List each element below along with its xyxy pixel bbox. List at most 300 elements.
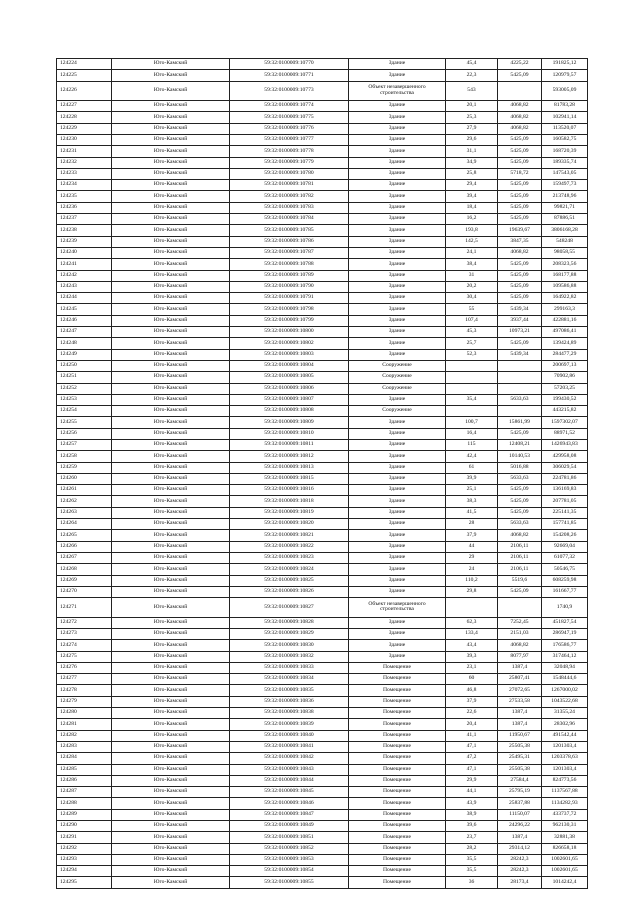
- cadastral-value-cell: 136169,83: [542, 485, 588, 496]
- table-row: [57, 586, 588, 597]
- district-cell: Юго-Камский: [112, 564, 230, 575]
- row-number-cell: 124238: [57, 225, 112, 236]
- area-cell: [446, 598, 498, 618]
- area-cell: [446, 383, 498, 394]
- cadastral-value-cell: 159497,73: [542, 180, 588, 191]
- object-type-cell: Помещение: [349, 866, 446, 877]
- cadastral-value-cell: 120979,57: [542, 70, 588, 81]
- object-type-cell: Здание: [349, 628, 446, 639]
- cadastral-number-cell: 59:32:0100009:10835: [230, 685, 349, 696]
- row-number-cell: 124233: [57, 168, 112, 179]
- table-row: [57, 696, 588, 707]
- object-type-cell: Помещение: [349, 775, 446, 786]
- row-number-cell: 124251: [57, 372, 112, 383]
- cadastral-value-cell: 113520,07: [542, 123, 588, 134]
- object-type-cell: Здание: [349, 519, 446, 530]
- table-row: [57, 530, 588, 541]
- cadastral-number-cell: 59:32:0100009:10826: [230, 586, 349, 597]
- district-cell: Юго-Камский: [112, 59, 230, 70]
- object-type-cell: Помещение: [349, 787, 446, 798]
- object-type-cell: Помещение: [349, 798, 446, 809]
- object-type-cell: Здание: [349, 541, 446, 552]
- cadastral-number-cell: 59:32:0100009:10851: [230, 832, 349, 843]
- table-row: [57, 202, 588, 213]
- object-type-cell: Здание: [349, 259, 446, 270]
- cadastral-number-cell: 59:32:0100009:10832: [230, 651, 349, 662]
- area-cell: 29,8: [446, 586, 498, 597]
- cadastral-number-cell: 59:32:0100009:10790: [230, 281, 349, 292]
- district-cell: Юго-Камский: [112, 417, 230, 428]
- specific-value-cell: 4068,82: [498, 640, 542, 651]
- area-cell: 29,9: [446, 775, 498, 786]
- table-row: [57, 496, 588, 507]
- specific-value-cell: 5425,09: [498, 134, 542, 145]
- specific-value-cell: 25495,31: [498, 753, 542, 764]
- object-type-cell: Здание: [349, 315, 446, 326]
- area-cell: 16,2: [446, 214, 498, 225]
- area-cell: 39,4: [446, 191, 498, 202]
- cadastral-value-cell: 154208,26: [542, 530, 588, 541]
- table-row: [57, 798, 588, 809]
- row-number-cell: 124281: [57, 719, 112, 730]
- cadastral-number-cell: 59:32:0100009:10811: [230, 440, 349, 451]
- specific-value-cell: [498, 383, 542, 394]
- area-cell: [446, 406, 498, 417]
- table-row: [57, 541, 588, 552]
- area-cell: 60: [446, 674, 498, 685]
- row-number-cell: 124226: [57, 81, 112, 101]
- table-row: [57, 101, 588, 112]
- object-type-cell: Здание: [349, 281, 446, 292]
- area-cell: 107,4: [446, 315, 498, 326]
- object-type-cell: Здание: [349, 270, 446, 281]
- object-type-cell: Здание: [349, 59, 446, 70]
- district-cell: Юго-Камский: [112, 451, 230, 462]
- specific-value-cell: 4068,82: [498, 101, 542, 112]
- area-cell: 18,4: [446, 202, 498, 213]
- area-cell: 38,4: [446, 259, 498, 270]
- district-cell: Юго-Камский: [112, 146, 230, 157]
- cadastral-value-cell: 92669,04: [542, 541, 588, 552]
- specific-value-cell: 19639,67: [498, 225, 542, 236]
- row-number-cell: 124285: [57, 764, 112, 775]
- district-cell: Юго-Камский: [112, 530, 230, 541]
- specific-value-cell: 11950,67: [498, 730, 542, 741]
- area-cell: 55: [446, 304, 498, 315]
- row-number-cell: 124231: [57, 146, 112, 157]
- row-number-cell: 124228: [57, 112, 112, 123]
- cadastral-value-cell: 824773,56: [542, 775, 588, 786]
- area-cell: 28,2: [446, 843, 498, 854]
- row-number-cell: 124235: [57, 191, 112, 202]
- area-cell: 133,4: [446, 628, 498, 639]
- cadastral-value-cell: 31355,24: [542, 708, 588, 719]
- table-row: [57, 651, 588, 662]
- specific-value-cell: 2106,11: [498, 552, 542, 563]
- district-cell: Юго-Камский: [112, 202, 230, 213]
- specific-value-cell: 5633,63: [498, 519, 542, 530]
- area-cell: 35,4: [446, 394, 498, 405]
- district-cell: Юго-Камский: [112, 259, 230, 270]
- object-type-cell: Здание: [349, 394, 446, 405]
- table-row: [57, 473, 588, 484]
- table-row: [57, 259, 588, 270]
- district-cell: Юго-Камский: [112, 428, 230, 439]
- cadastral-value-cell: 157741,85: [542, 519, 588, 530]
- table-row: [57, 293, 588, 304]
- district-cell: Юго-Камский: [112, 519, 230, 530]
- area-cell: 37,9: [446, 696, 498, 707]
- district-cell: Юго-Камский: [112, 214, 230, 225]
- cadastral-number-cell: 59:32:0100009:10840: [230, 730, 349, 741]
- cadastral-number-cell: 59:32:0100009:10815: [230, 473, 349, 484]
- object-type-cell: Здание: [349, 293, 446, 304]
- cadastral-value-cell: 28302,96: [542, 719, 588, 730]
- row-number-cell: 124279: [57, 696, 112, 707]
- row-number-cell: 124295: [57, 877, 112, 888]
- cadastral-value-cell: 548248: [542, 236, 588, 247]
- district-cell: Юго-Камский: [112, 866, 230, 877]
- district-cell: Юго-Камский: [112, 349, 230, 360]
- cadastral-value-cell: 208323,56: [542, 259, 588, 270]
- district-cell: Юго-Камский: [112, 575, 230, 586]
- row-number-cell: 124273: [57, 628, 112, 639]
- district-cell: Юго-Камский: [112, 157, 230, 168]
- cadastral-number-cell: 59:32:0100009:10787: [230, 247, 349, 258]
- specific-value-cell: 25807,41: [498, 674, 542, 685]
- row-number-cell: 124237: [57, 214, 112, 225]
- row-number-cell: 124244: [57, 293, 112, 304]
- table-row: [57, 730, 588, 741]
- area-cell: 22,6: [446, 708, 498, 719]
- cadastral-number-cell: 59:32:0100009:10774: [230, 101, 349, 112]
- specific-value-cell: 5425,09: [498, 180, 542, 191]
- row-number-cell: 124269: [57, 575, 112, 586]
- row-number-cell: 124234: [57, 180, 112, 191]
- specific-value-cell: 4068,82: [498, 530, 542, 541]
- cadastral-number-cell: 59:32:0100009:10842: [230, 753, 349, 764]
- cadastral-number-cell: 59:32:0100009:10829: [230, 628, 349, 639]
- area-cell: 62,3: [446, 617, 498, 628]
- area-cell: 543: [446, 81, 498, 101]
- table-row: [57, 270, 588, 281]
- cadastral-number-cell: 59:32:0100009:10821: [230, 530, 349, 541]
- area-cell: 41,1: [446, 730, 498, 741]
- cadastral-number-cell: 59:32:0100009:10812: [230, 451, 349, 462]
- cadastral-value-cell: 50546,75: [542, 564, 588, 575]
- area-cell: 37,9: [446, 530, 498, 541]
- cadastral-number-cell: 59:32:0100009:10825: [230, 575, 349, 586]
- district-cell: Юго-Камский: [112, 112, 230, 123]
- district-cell: Юго-Камский: [112, 101, 230, 112]
- district-cell: Юго-Камский: [112, 70, 230, 81]
- table-row: [57, 866, 588, 877]
- object-type-cell: Сооружение: [349, 372, 446, 383]
- district-cell: Юго-Камский: [112, 843, 230, 854]
- district-cell: Юго-Камский: [112, 406, 230, 417]
- area-cell: 47,1: [446, 764, 498, 775]
- district-cell: Юго-Камский: [112, 462, 230, 473]
- table-row: [57, 112, 588, 123]
- district-cell: Юго-Камский: [112, 832, 230, 843]
- object-type-cell: Здание: [349, 530, 446, 541]
- object-type-cell: Здание: [349, 225, 446, 236]
- specific-value-cell: 25795,19: [498, 787, 542, 798]
- district-cell: Юго-Камский: [112, 315, 230, 326]
- cadastral-number-cell: 59:32:0100009:10820: [230, 519, 349, 530]
- cadastral-value-cell: 213748,96: [542, 191, 588, 202]
- cadastral-number-cell: 59:32:0100009:10843: [230, 764, 349, 775]
- specific-value-cell: 5016,88: [498, 462, 542, 473]
- table-row: [57, 214, 588, 225]
- area-cell: 20,2: [446, 281, 498, 292]
- cadastral-value-cell: 98058,55: [542, 247, 588, 258]
- cadastral-value-cell: 109586,88: [542, 281, 588, 292]
- table-row: [57, 640, 588, 651]
- object-type-cell: Помещение: [349, 696, 446, 707]
- cadastral-number-cell: 59:32:0100009:10849: [230, 821, 349, 832]
- specific-value-cell: 25837,88: [498, 798, 542, 809]
- area-cell: [446, 372, 498, 383]
- cadastral-value-cell: 962130,31: [542, 821, 588, 832]
- table-row: [57, 394, 588, 405]
- specific-value-cell: [498, 598, 542, 618]
- row-number-cell: 124232: [57, 157, 112, 168]
- cadastral-number-cell: 59:32:0100009:10823: [230, 552, 349, 563]
- district-cell: Юго-Камский: [112, 485, 230, 496]
- cadastral-value-cell: 1002601,65: [542, 854, 588, 865]
- area-cell: 45,4: [446, 59, 498, 70]
- document-page: [56, 58, 588, 889]
- district-cell: Юго-Камский: [112, 787, 230, 798]
- table-row: [57, 315, 588, 326]
- cadastral-value-cell: 1548444,6: [542, 674, 588, 685]
- object-type-cell: Объект незавершенного строительства: [349, 598, 446, 618]
- cadastral-value-cell: 317464,12: [542, 651, 588, 662]
- specific-value-cell: 7252,45: [498, 617, 542, 628]
- object-type-cell: Помещение: [349, 662, 446, 673]
- cadastral-value-cell: 225141,35: [542, 507, 588, 518]
- cadastral-number-cell: 59:32:0100009:10804: [230, 360, 349, 371]
- cadastral-value-cell: 161667,77: [542, 586, 588, 597]
- table-row: [57, 134, 588, 145]
- cadastral-number-cell: 59:32:0100009:10822: [230, 541, 349, 552]
- cadastral-value-cell: 32048,94: [542, 662, 588, 673]
- cadastral-value-cell: 443215,82: [542, 406, 588, 417]
- cadastral-value-cell: 87886,51: [542, 214, 588, 225]
- object-type-cell: Помещение: [349, 674, 446, 685]
- district-cell: Юго-Камский: [112, 696, 230, 707]
- area-cell: 38,9: [446, 809, 498, 820]
- row-number-cell: 124254: [57, 406, 112, 417]
- table-row: [57, 685, 588, 696]
- specific-value-cell: 5425,09: [498, 214, 542, 225]
- cadastral-value-cell: 433737,72: [542, 809, 588, 820]
- table-row: [57, 70, 588, 81]
- row-number-cell: 124261: [57, 485, 112, 496]
- area-cell: 27,9: [446, 123, 498, 134]
- object-type-cell: Здание: [349, 485, 446, 496]
- cadastral-number-cell: 59:32:0100009:10789: [230, 270, 349, 281]
- cadastral-value-cell: 224781,86: [542, 473, 588, 484]
- table-row: [57, 236, 588, 247]
- table-row: [57, 428, 588, 439]
- row-number-cell: 124230: [57, 134, 112, 145]
- row-number-cell: 124236: [57, 202, 112, 213]
- row-number-cell: 124243: [57, 281, 112, 292]
- object-type-cell: Помещение: [349, 685, 446, 696]
- cadastral-value-cell: 608259,98: [542, 575, 588, 586]
- district-cell: Юго-Камский: [112, 281, 230, 292]
- cadastral-value-table: [56, 58, 588, 889]
- specific-value-cell: 29314,12: [498, 843, 542, 854]
- table-row: [57, 821, 588, 832]
- object-type-cell: Здание: [349, 214, 446, 225]
- specific-value-cell: 2151,03: [498, 628, 542, 639]
- specific-value-cell: 4225,22: [498, 59, 542, 70]
- area-cell: 30,4: [446, 293, 498, 304]
- object-type-cell: Здание: [349, 428, 446, 439]
- table-row: [57, 304, 588, 315]
- district-cell: Юго-Камский: [112, 180, 230, 191]
- row-number-cell: 124283: [57, 741, 112, 752]
- object-type-cell: Сооружение: [349, 360, 446, 371]
- object-type-cell: Здание: [349, 651, 446, 662]
- district-cell: Юго-Камский: [112, 552, 230, 563]
- row-number-cell: 124267: [57, 552, 112, 563]
- cadastral-value-cell: 81783,28: [542, 101, 588, 112]
- specific-value-cell: 5425,09: [498, 146, 542, 157]
- object-type-cell: Здание: [349, 134, 446, 145]
- cadastral-value-cell: 139424,89: [542, 338, 588, 349]
- cadastral-number-cell: 59:32:0100009:10777: [230, 134, 349, 145]
- table-row: [57, 338, 588, 349]
- table-row: [57, 191, 588, 202]
- cadastral-value-cell: 160582,75: [542, 134, 588, 145]
- cadastral-number-cell: 59:32:0100009:10776: [230, 123, 349, 134]
- district-cell: Юго-Камский: [112, 168, 230, 179]
- object-type-cell: Здание: [349, 552, 446, 563]
- cadastral-number-cell: 59:32:0100009:10854: [230, 866, 349, 877]
- cadastral-value-cell: 176586,77: [542, 640, 588, 651]
- specific-value-cell: 4068,82: [498, 112, 542, 123]
- table-row: [57, 552, 588, 563]
- object-type-cell: Здание: [349, 236, 446, 247]
- table-row: [57, 81, 588, 101]
- area-cell: 25,1: [446, 485, 498, 496]
- cadastral-number-cell: 59:32:0100009:10852: [230, 843, 349, 854]
- district-cell: Юго-Камский: [112, 741, 230, 752]
- area-cell: 23,1: [446, 662, 498, 673]
- object-type-cell: Здание: [349, 157, 446, 168]
- cadastral-value-cell: 422881,16: [542, 315, 588, 326]
- table-row: [57, 598, 588, 618]
- table-row: [57, 764, 588, 775]
- object-type-cell: Здание: [349, 417, 446, 428]
- table-row: [57, 157, 588, 168]
- specific-value-cell: 3937,44: [498, 315, 542, 326]
- cadastral-value-cell: 1203378,63: [542, 753, 588, 764]
- specific-value-cell: 5425,09: [498, 157, 542, 168]
- district-cell: Юго-Камский: [112, 640, 230, 651]
- cadastral-value-cell: 207781,05: [542, 496, 588, 507]
- area-cell: 52,3: [446, 349, 498, 360]
- row-number-cell: 124225: [57, 70, 112, 81]
- cadastral-value-cell: 1740,9: [542, 598, 588, 618]
- object-type-cell: Здание: [349, 617, 446, 628]
- area-cell: 16,4: [446, 428, 498, 439]
- cadastral-number-cell: 59:32:0100009:10834: [230, 674, 349, 685]
- district-cell: Юго-Камский: [112, 360, 230, 371]
- area-cell: 31,1: [446, 146, 498, 157]
- specific-value-cell: 5425,09: [498, 496, 542, 507]
- object-type-cell: Здание: [349, 586, 446, 597]
- cadastral-number-cell: 59:32:0100009:10847: [230, 809, 349, 820]
- district-cell: Юго-Камский: [112, 247, 230, 258]
- object-type-cell: Здание: [349, 575, 446, 586]
- specific-value-cell: 5425,09: [498, 281, 542, 292]
- row-number-cell: 124277: [57, 674, 112, 685]
- specific-value-cell: 5633,63: [498, 473, 542, 484]
- specific-value-cell: 25505,38: [498, 741, 542, 752]
- row-number-cell: 124287: [57, 787, 112, 798]
- table-row: [57, 741, 588, 752]
- district-cell: Юго-Камский: [112, 809, 230, 820]
- cadastral-number-cell: 59:32:0100009:10810: [230, 428, 349, 439]
- row-number-cell: 124262: [57, 496, 112, 507]
- object-type-cell: Здание: [349, 168, 446, 179]
- district-cell: Юго-Камский: [112, 327, 230, 338]
- district-cell: Юго-Камский: [112, 586, 230, 597]
- table-row: [57, 854, 588, 865]
- cadastral-number-cell: 59:32:0100009:10781: [230, 180, 349, 191]
- row-number-cell: 124248: [57, 338, 112, 349]
- object-type-cell: Помещение: [349, 821, 446, 832]
- row-number-cell: 124288: [57, 798, 112, 809]
- object-type-cell: Помещение: [349, 730, 446, 741]
- specific-value-cell: 3847,35: [498, 236, 542, 247]
- specific-value-cell: 28242,3: [498, 866, 542, 877]
- area-cell: 43,4: [446, 640, 498, 651]
- area-cell: 25,8: [446, 168, 498, 179]
- object-type-cell: Объект незавершенного строительства: [349, 81, 446, 101]
- area-cell: 47,1: [446, 741, 498, 752]
- specific-value-cell: 8077,97: [498, 651, 542, 662]
- specific-value-cell: [498, 372, 542, 383]
- district-cell: Юго-Камский: [112, 877, 230, 888]
- cadastral-value-cell: 284477,29: [542, 349, 588, 360]
- district-cell: Юго-Камский: [112, 304, 230, 315]
- specific-value-cell: 1387,4: [498, 708, 542, 719]
- cadastral-number-cell: 59:32:0100009:10819: [230, 507, 349, 518]
- cadastral-number-cell: 59:32:0100009:10805: [230, 372, 349, 383]
- district-cell: Юго-Камский: [112, 764, 230, 775]
- table-row: [57, 123, 588, 134]
- specific-value-cell: 5425,09: [498, 293, 542, 304]
- district-cell: Юго-Камский: [112, 775, 230, 786]
- table-row: [57, 753, 588, 764]
- table-row: [57, 877, 588, 888]
- specific-value-cell: 5425,09: [498, 270, 542, 281]
- cadastral-value-cell: 70902,86: [542, 372, 588, 383]
- specific-value-cell: 10973,21: [498, 327, 542, 338]
- district-cell: Юго-Камский: [112, 651, 230, 662]
- cadastral-value-cell: 168177,88: [542, 270, 588, 281]
- object-type-cell: Здание: [349, 202, 446, 213]
- cadastral-number-cell: 59:32:0100009:10783: [230, 202, 349, 213]
- object-type-cell: Здание: [349, 112, 446, 123]
- row-number-cell: 124294: [57, 866, 112, 877]
